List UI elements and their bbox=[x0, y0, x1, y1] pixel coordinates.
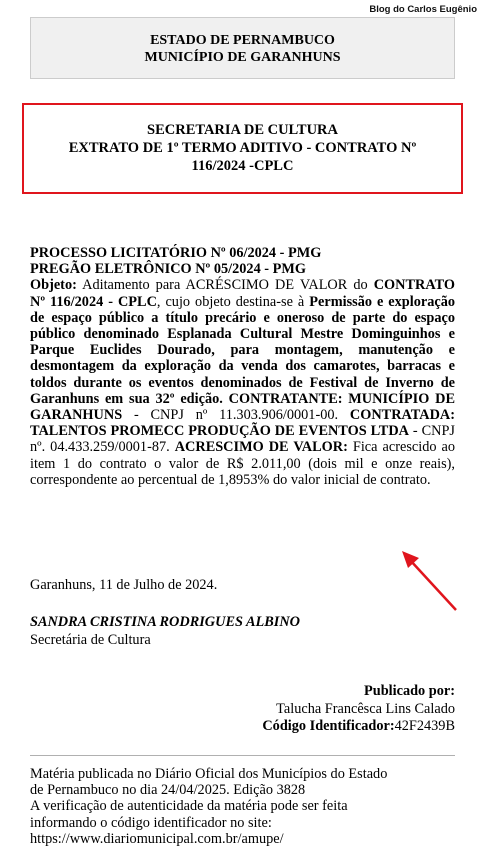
title-extract: EXTRATO DE 1º TERMO ADITIVO - CONTRATO Nº bbox=[68, 140, 417, 156]
body-text-5: Fica acrescido ao item 1 do contrato o valor de R$ 2.011,00 (dois mil e onze reais), correspondente ao percentual de 1,8953% do valor inicial de contrato. bbox=[30, 439, 456, 488]
identifier-code: 42F2439B bbox=[394, 718, 455, 734]
title-contract-number: 116/2024 -CPLC bbox=[191, 158, 294, 174]
contratante-label: CONTRATANTE: MUNICÍPIO DE GARANHUNS bbox=[30, 390, 455, 424]
identifier-label: Código Identificador: bbox=[262, 718, 395, 734]
footer-line-4: informando o código identificador no site: bbox=[30, 814, 272, 831]
objeto-description: Permissão e exploração de espaço público a título precário e oneroso de parte do espaço público denominado Esplanada Cultural Mestre Dominguinhos e Parque Euclides Dourado, para montagem, manutenção e desmontagem da exploração da venda dos camarotes, barracas e toldos durante os eventos denominados de Festival de Inverno de Garanhuns em sua 32º edição. bbox=[30, 293, 456, 407]
acrescimo-label: ACRESCIMO DE VALOR: bbox=[174, 439, 348, 456]
pregao-line: PREGÃO ELETRÔNICO Nº 05/2024 - PMG bbox=[30, 261, 306, 278]
body-text-2: , cujo objeto destina-se à bbox=[156, 293, 310, 310]
body-paragraph bbox=[30, 277, 455, 488]
contract-ref: CONTRATO Nº 116/2024 - CPLC bbox=[30, 277, 455, 310]
published-label: Publicado por: bbox=[364, 683, 455, 699]
arrow-shaft bbox=[410, 560, 456, 610]
body-text-3: - CNPJ nº 11.303.906/0001-00. bbox=[122, 407, 350, 424]
body-text-4: - CNPJ nº. 04.433.259/0001-87. bbox=[30, 423, 455, 456]
arrow-head bbox=[402, 551, 419, 568]
body-text-1: Aditamento para ACRÉSCIMO DE VALOR do bbox=[76, 277, 374, 294]
footer-note bbox=[30, 766, 455, 847]
place-date: Garanhuns, 11 de Julho de 2024. bbox=[30, 577, 218, 593]
publisher-name: Talucha Francêsca Lins Calado bbox=[276, 700, 455, 717]
process-line: PROCESSO LICITATÓRIO Nº 06/2024 - PMG bbox=[30, 245, 322, 261]
footer-line-2: de Pernambuco no dia 24/04/2025. Edição 3828 bbox=[30, 782, 306, 799]
signer-name: SANDRA CRISTINA RODRIGUES ALBINO bbox=[30, 614, 301, 630]
title-box bbox=[22, 103, 463, 194]
document-header bbox=[30, 17, 455, 79]
footer-line-1: Matéria publicada no Diário Oficial dos Municípios do Estado bbox=[30, 766, 388, 782]
signer-block bbox=[30, 613, 300, 649]
published-block bbox=[262, 683, 455, 736]
footer-divider bbox=[30, 755, 455, 756]
watermark-text: Blog do Carlos Eugênio bbox=[369, 4, 477, 15]
header-municipality: MUNICÍPIO DE GARANHUNS bbox=[144, 50, 341, 65]
identifier-line bbox=[262, 718, 455, 736]
footer-url-link[interactable]: https://www.diariomunicipal.com.br/amupe/ bbox=[30, 830, 284, 847]
contratada-label: CONTRATADA: TALENTOS PROMECC PRODUÇÃO DE EVENTOS LTDA bbox=[30, 407, 455, 440]
signer-role: Secretária de Cultura bbox=[30, 632, 151, 648]
header-state: ESTADO DE PERNAMBUCO bbox=[150, 33, 335, 48]
objeto-label: Objeto: bbox=[30, 277, 77, 294]
footer-line-3: A verificação de autenticidade da matéria pode ser feita bbox=[30, 798, 348, 815]
document-body bbox=[30, 245, 455, 488]
title-secretaria: SECRETARIA DE CULTURA bbox=[147, 122, 338, 138]
